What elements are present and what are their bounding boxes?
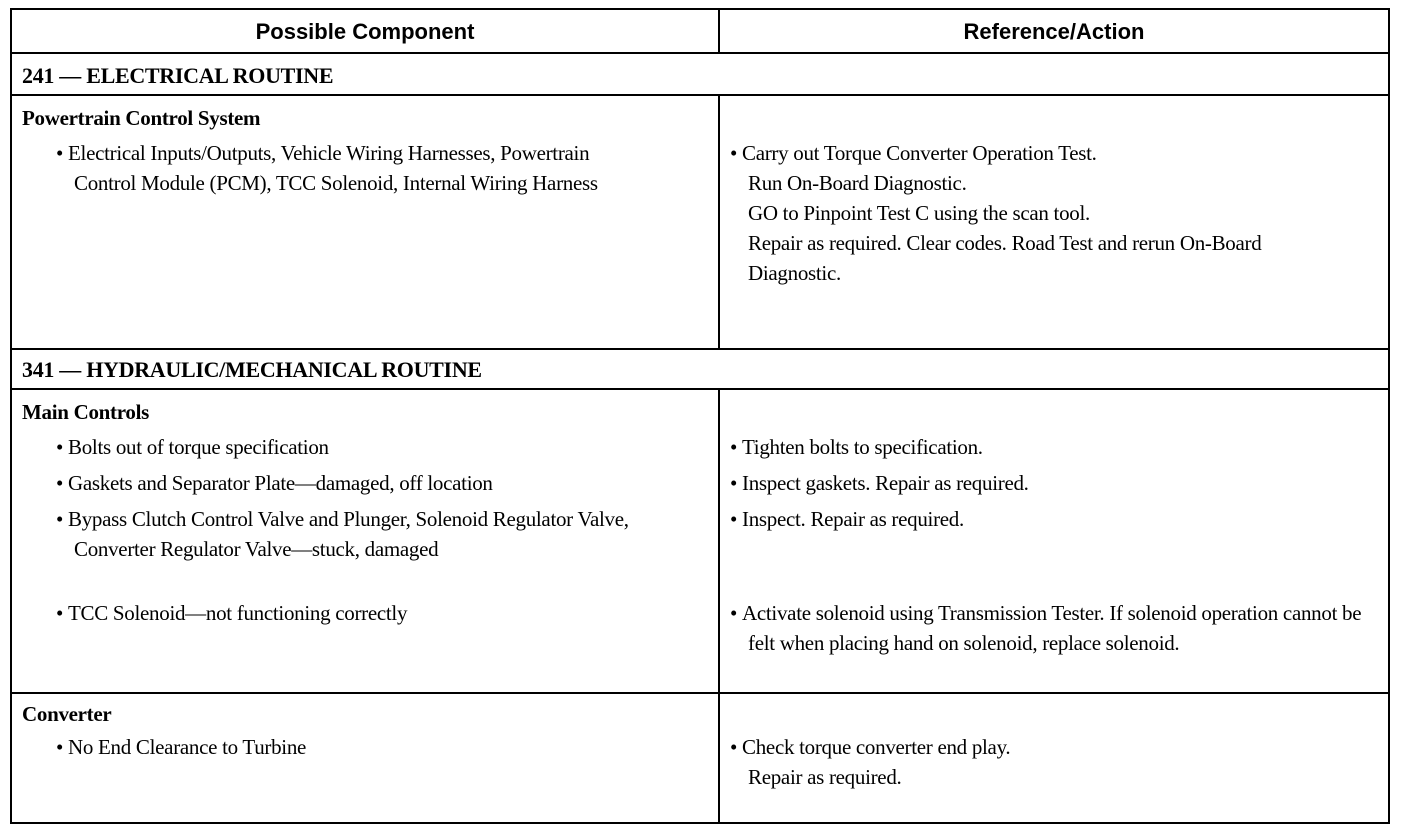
divider (12, 388, 1388, 390)
component-item: • Electrical Inputs/Outputs, Vehicle Wiring Harnesses, Powertrain Control Module (PCM), TCC Solenoid, Internal Wiring Harness (56, 138, 646, 198)
action-item: GO to Pinpoint Test C using the scan tool. (748, 201, 1090, 225)
action-item: • Inspect. Repair as required. (730, 504, 1370, 534)
action-item: • Carry out Torque Converter Operation Test. (730, 138, 1370, 168)
group-title-main-controls: Main Controls (22, 400, 149, 424)
component-item: • Bolts out of torque specification (56, 432, 676, 462)
column-header-action: Reference/Action (963, 19, 1145, 44)
action-item: Run On-Board Diagnostic. (748, 171, 967, 195)
action-item: • Tighten bolts to specification. (730, 432, 1370, 462)
divider (12, 52, 1388, 54)
component-item: • No End Clearance to Turbine (56, 732, 676, 762)
section-title-electrical: 241 — ELECTRICAL ROUTINE (22, 63, 334, 88)
divider (12, 348, 1388, 350)
diagnostic-table (10, 8, 1390, 824)
group-title-converter: Converter (22, 702, 112, 726)
column-divider (718, 94, 720, 348)
divider (12, 94, 1388, 96)
component-item: • TCC Solenoid—not functioning correctly (56, 598, 676, 628)
group-title-powertrain: Powertrain Control System (22, 106, 261, 130)
column-divider (718, 388, 720, 824)
component-item: • Bypass Clutch Control Valve and Plunger, Solenoid Regulator Valve, Converter Regulator Valve—stuck, damaged (56, 504, 656, 564)
divider (12, 692, 1388, 694)
action-item: • Inspect gaskets. Repair as required. (730, 468, 1370, 498)
column-header-component: Possible Component (255, 19, 475, 44)
action-item: Repair as required. (748, 765, 902, 789)
component-item: • Gaskets and Separator Plate—damaged, off location (56, 468, 676, 498)
column-divider (718, 10, 720, 52)
action-item: • Activate solenoid using Transmission Tester. If solenoid operation cannot be felt when placing hand on solenoid, replace solenoid. (730, 598, 1374, 658)
action-item: • Check torque converter end play. (730, 732, 1370, 762)
action-item: Repair as required. Clear codes. Road Test and rerun On-Board Diagnostic. (748, 231, 1262, 285)
section-title-hydraulic: 341 — HYDRAULIC/MECHANICAL ROUTINE (22, 357, 482, 382)
